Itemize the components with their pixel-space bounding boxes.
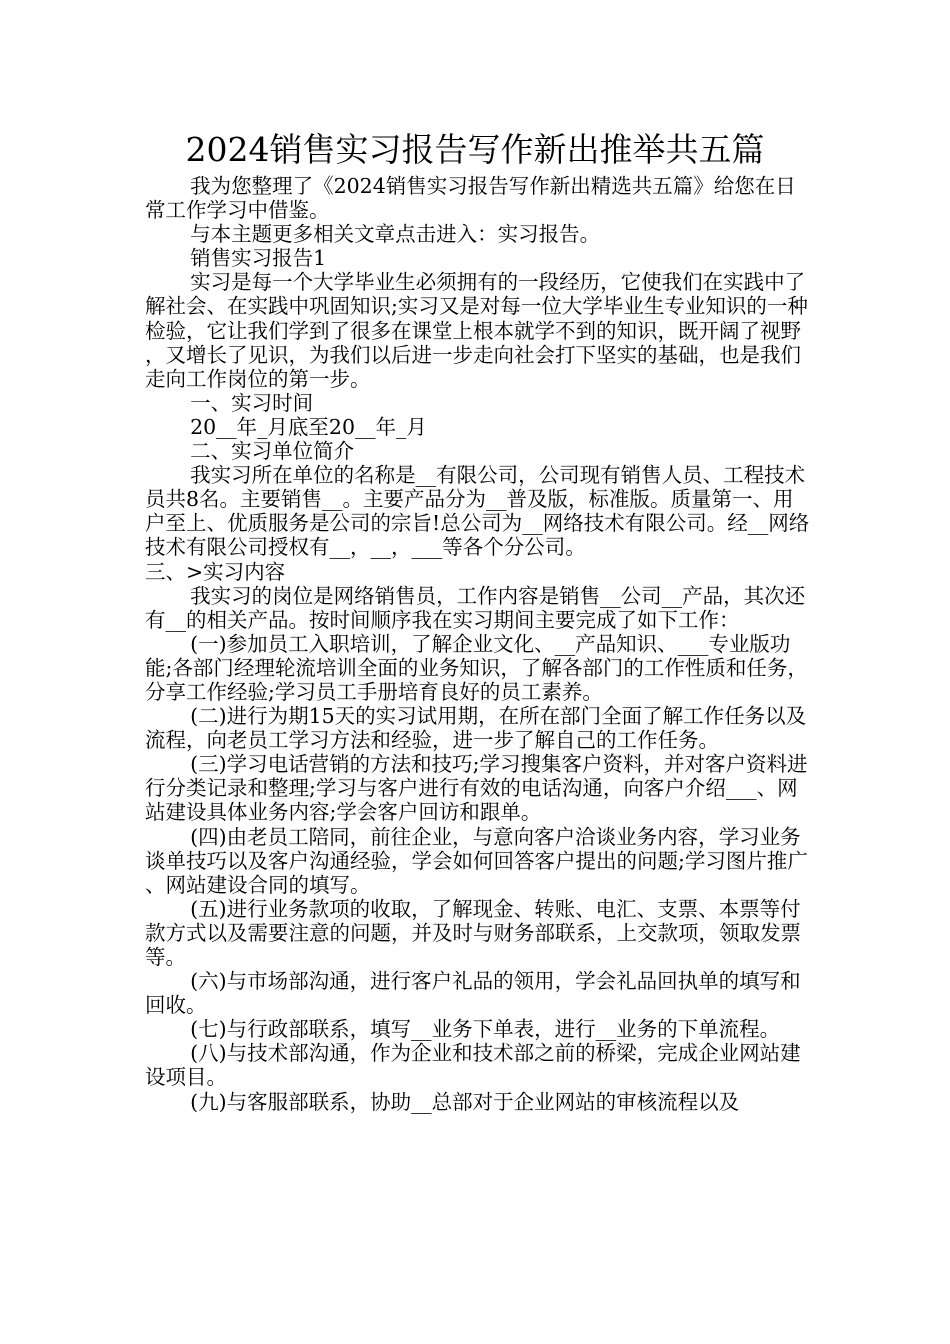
section-heading: 三、>实习内容 bbox=[145, 559, 286, 584]
list-item: (七)与行政部联系，填写__业务下单表，进行__业务的下单流程。 bbox=[190, 1017, 781, 1042]
list-item: (八)与技术部沟通，作为企业和技术部之前的桥梁，完成企业网站建设项目。 bbox=[145, 1041, 801, 1090]
related-articles-line: 与本主题更多相关文章点击进入：实习报告。 bbox=[190, 222, 601, 247]
body-paragraph: 我实习的岗位是网络销售员，工作内容是销售__公司__产品，其次还有__的相关产品。按时间顺序我在实习期间主要完成了如下工作： bbox=[145, 583, 806, 632]
list-item: (五)进行业务款项的收取，了解现金、转账、电汇、支票、本票等付款方式以及需要注意的问题，并及时与财务部联系，上交款项，领取发票等。 bbox=[145, 896, 801, 969]
list-item: (一)参加员工入职培训，了解企业文化、__产品知识、___专业版功能;各部门经理轮流培训全面的业务知识，了解各部门的工作性质和任务，分享工作经验;学习员工手册培育良好的员工素养。 bbox=[145, 631, 808, 704]
list-item: (四)由老员工陪同，前往企业，与意向客户洽谈业务内容，学习业务谈单技巧以及客户沟通经验，学会如何回答客户提出的问题;学习图片推广、网站建设合同的填写。 bbox=[145, 824, 808, 897]
document-title: 2024销售实习报告写作新出推举共五篇 bbox=[185, 130, 765, 169]
report-heading: 销售实习报告1 bbox=[190, 246, 327, 271]
list-item: (二)进行为期15天的实习试用期，在所在部门全面了解工作任务以及流程，向老员工学习方法和经验，进一步了解自己的工作任务。 bbox=[145, 704, 807, 753]
body-paragraph: 20__年_月底至20__年_月 bbox=[190, 414, 427, 439]
list-item: (六)与市场部沟通，进行客户礼品的领用，学会礼品回执单的填写和回收。 bbox=[145, 969, 801, 1018]
section-heading: 一、实习时间 bbox=[190, 390, 314, 415]
document-body bbox=[145, 174, 810, 1114]
intro-paragraph: 我为您整理了《2024销售实习报告写作新出精选共五篇》给您在日常工作学习中借鉴。 bbox=[145, 174, 796, 223]
body-paragraph: 我实习所在单位的名称是__有限公司，公司现有销售人员、工程技术员共8名。主要销售__。主要产品分为__普及版，标准版。质量第一、用户至上、优质服务是公司的宗旨!总公司为__网络技术有限公司。经__网络技术有限公司授权有__，__，___等各个分公司。 bbox=[145, 463, 810, 560]
body-paragraph: 实习是每一个大学毕业生必须拥有的一段经历，它使我们在实践中了解社会、在实践中巩固知识;实习又是对每一位大学毕业生专业知识的一种检验，它让我们学到了很多在课堂上根本就学不到的知识，既开阔了视野，又增长了见识，为我们以后进一步走向社会打下坚实的基础，也是我们走向工作岗位的第一步。 bbox=[145, 270, 808, 391]
section-heading: 二、实习单位简介 bbox=[190, 439, 355, 464]
list-item: (三)学习电话营销的方法和技巧;学习搜集客户资料，并对客户资料进行分类记录和整理;学习与客户进行有效的电话沟通，向客户介绍___、网站建设具体业务内容;学会客户回访和跟单。 bbox=[145, 752, 808, 825]
list-item: (九)与客服部联系，协助__总部对于企业网站的审核流程以及 bbox=[190, 1089, 740, 1114]
